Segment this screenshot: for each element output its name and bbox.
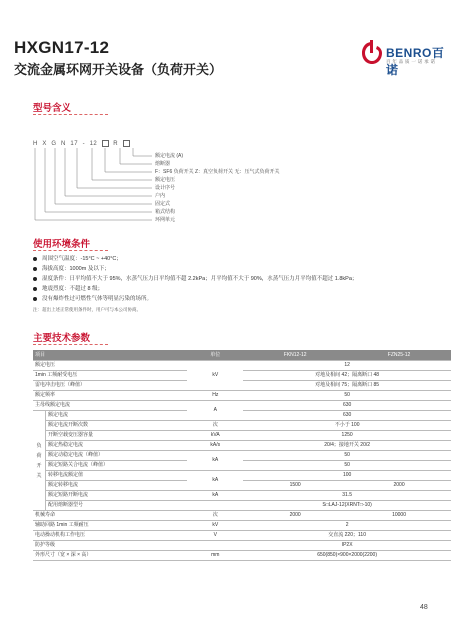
page-title: HXGN17-12 (14, 38, 110, 57)
table-header-cell: FKN12-12 (243, 350, 347, 361)
table-row: 电动操动机构工作电压 V 交直流 220；110 (33, 531, 451, 541)
bullet-icon (33, 257, 37, 261)
spec-table (33, 350, 451, 561)
bullet-icon (33, 277, 37, 281)
table-row: 外形尺寸（宽 × 深 × 高） mm 650(850)×900×2000(2200) (33, 551, 451, 561)
model-desc-item: 熔断器 (155, 161, 171, 167)
table-row: 1min 工频耐受电压 对地及相间 42；隔离断口 48 (33, 371, 451, 381)
model-letter: G (51, 141, 57, 148)
table-row: 额定电压 kV 12 (33, 361, 451, 371)
model-letter: H (33, 141, 38, 148)
bullet-icon (33, 287, 37, 291)
table-row: 额定频率 Hz 50 (33, 391, 451, 401)
model-desc-item: 环网单元 (155, 217, 176, 223)
logo-text: BENRO百诺 (386, 46, 445, 77)
table-row: 主母线额定电流 A 630 (33, 401, 451, 411)
table-row: 配用熔断器型号 S□LAJ-12(XRNT□-10) (33, 501, 451, 511)
table-row: 防护等级 IP2X (33, 541, 451, 551)
section-divider (33, 114, 108, 115)
table-row: 转移电流额定值 kA 100 (33, 471, 451, 481)
table-header-row (33, 350, 451, 361)
table-row: 辅助回路 1min 工频耐压 kV 2 (33, 521, 451, 531)
section-divider (33, 344, 108, 345)
env-note: 注：超出上述正常使用条件时，用户可与本公司协商。 (33, 307, 141, 312)
env-item: 湿度条件：日平均值不大于 95%，水蒸气压力日平均值不超 2.2kPa；月平均值不大于 90%，水蒸气压力月平均值不超过 1.8kPa； (33, 274, 357, 282)
logo-slogan: 百 年 品 质 一 诺 承 诺 (386, 59, 436, 64)
table-header-cell: FZN25-12 (347, 350, 451, 361)
model-letter: 17 (70, 141, 79, 148)
table-row: 额定动稳定电流（峰值） kA 50 (33, 451, 451, 461)
table-row: 开断空载变压器容量 kVA 1250 (33, 431, 451, 441)
env-item: 周围空气温度：-15°C ~ +40°C； (33, 254, 122, 262)
table-row: 额定短路关合电流（峰值） 50 (33, 461, 451, 471)
model-letter: N (61, 141, 66, 148)
section-title-model: 型号含义 (33, 103, 72, 114)
env-item: 没有爆炸性过可燃性气体等明显污染的场所。 (33, 294, 152, 302)
model-desc-item: 固定式 (155, 201, 171, 207)
benro-logo-icon (360, 40, 384, 66)
table-row: 机械寿命 次 2000 10000 (33, 511, 451, 521)
model-desc-item: 箱式结构 (155, 209, 176, 215)
model-bracket-lines (30, 146, 160, 226)
model-letter: R (113, 141, 119, 148)
side-label: 负荷开关 (33, 411, 45, 511)
table-row: 额定转移电流 1500 2000 (33, 481, 451, 491)
brand-logo (360, 40, 456, 77)
page-subtitle: 交流金属环网开关设备（负荷开关） (14, 62, 223, 77)
model-desc-item: 户内 (155, 193, 166, 199)
model-desc-item: 额定电流 (A) (155, 153, 184, 159)
table-row: 额定热稳定电流 kA/s 20/4；接地开关 20/2 (33, 441, 451, 451)
section-divider (33, 250, 108, 251)
model-letter: 12 (89, 141, 98, 148)
bullet-icon (33, 297, 37, 301)
table-row: 额定电流开断次数 次 不小于 100 (33, 421, 451, 431)
model-letter: - (82, 141, 86, 148)
env-item: 海拔高度：1000m 及以下； (33, 264, 110, 272)
table-row: 雷电冲击电压（峰值） 对地及相间 75；隔离断口 85 (33, 381, 451, 391)
bullet-icon (33, 267, 37, 271)
model-desc-item: 额定电压 (155, 177, 176, 183)
env-item: 地震烈度：不超过 8 级； (33, 284, 103, 292)
model-desc-item: 设计序号 (155, 185, 176, 191)
table-row: 额定短路开断电流 kA 31.5 (33, 491, 451, 501)
model-letter: X (42, 141, 47, 148)
table-header-cell: 单位 (187, 350, 243, 361)
page-number: 48 (420, 604, 428, 611)
model-desc-item: F：SF6 负荷开关 Z：真空负荷开关 无：压气式负荷开关 (155, 169, 280, 175)
section-title-params: 主要技术参数 (33, 333, 91, 344)
table-header-cell: 项目 (33, 350, 187, 361)
section-title-environment: 使用环境条件 (33, 239, 91, 250)
table-row: 负荷开关 额定电流 630 (33, 411, 451, 421)
